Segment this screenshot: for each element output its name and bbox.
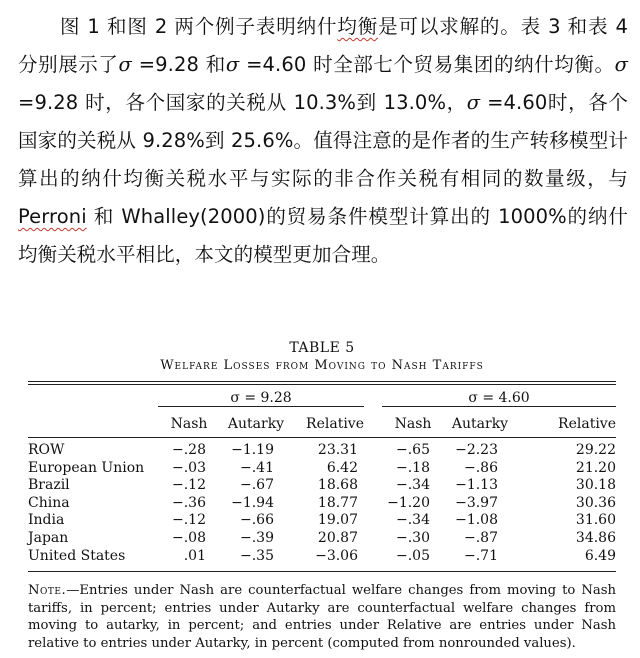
table-row: [28, 512, 616, 530]
table-cell: −.35: [240, 547, 274, 564]
text-run: =4.60: [480, 91, 548, 114]
table-cell: −.41: [240, 459, 274, 476]
text-run: 均衡。: [554, 53, 615, 76]
top-rule: [28, 381, 616, 382]
text-run: =9.28 时，各个国家的关税从 10.3%到 13.0%，: [18, 91, 467, 114]
table-cell: 21.20: [575, 459, 616, 476]
table-cell: −1.13: [455, 477, 498, 494]
table-cell: −1.19: [231, 442, 274, 458]
row-label: Brazil: [28, 477, 70, 494]
row-label: India: [28, 512, 65, 529]
sigma-symbol: σ: [614, 53, 628, 76]
text-run: =4.60 时全部七个贸易集团的纳什: [239, 53, 555, 76]
welfare-table: [28, 385, 616, 572]
group-sigma-928: σ = 9.28: [158, 390, 364, 407]
table-cell: −.36: [172, 494, 206, 511]
table-cell: 34.86: [575, 529, 616, 546]
table-subtitle: Welfare Losses from Moving to Nash Tariffs: [160, 358, 484, 373]
table-cell: −.30: [396, 529, 430, 546]
row-label: European Union: [28, 459, 145, 476]
note-label: Note.: [28, 583, 67, 599]
table-row: [28, 548, 616, 566]
text-run: =9.28 和: [131, 53, 226, 76]
text-run: 时，各个国家的关税从 9.28%到 25.6%。值得注意的是作者的生产转移模型计算出的纳什均衡关税水平与实际的非合作关税有相同的数量级，与: [18, 91, 628, 190]
table-row: [28, 477, 616, 495]
text-run: 图 1 和图 2 两个例子表明纳什: [60, 15, 338, 38]
table-cell: 30.36: [575, 494, 616, 511]
table-cell: −.65: [396, 442, 430, 458]
table-note: [28, 582, 616, 652]
col-header: Autarky: [451, 416, 509, 432]
table-cell: −.18: [396, 459, 430, 476]
table-cell: −.34: [396, 512, 430, 529]
row-label: United States: [28, 547, 126, 564]
col-header: Relative: [558, 416, 616, 432]
col-header: Nash: [170, 416, 208, 432]
table-5: [28, 340, 616, 652]
row-label: China: [28, 494, 70, 511]
table-row: [28, 530, 616, 548]
table-cell: 6.49: [584, 547, 616, 564]
text-run: 表 4 分别展示了: [18, 15, 629, 76]
table-cell: 31.60: [575, 512, 616, 529]
table-cell: −1.94: [231, 494, 274, 511]
row-label: ROW: [28, 442, 65, 458]
table-title: TABLE 5: [289, 340, 355, 356]
table-cell: 18.77: [317, 494, 358, 511]
table-cell: 29.22: [575, 442, 616, 458]
table-cell: 6.42: [326, 459, 358, 476]
table-cell: 18.68: [317, 477, 358, 494]
table-cell: −.87: [464, 529, 498, 546]
sigma-symbol: σ: [225, 53, 240, 76]
table-cell: −.86: [464, 459, 498, 476]
col-header: Relative: [306, 416, 364, 432]
table-cell: −.34: [396, 477, 430, 494]
table-cell: −.67: [240, 477, 274, 494]
table-cell: −.66: [240, 512, 274, 529]
table-cell: −.12: [172, 477, 206, 494]
table-cell: −.08: [172, 529, 206, 546]
note-text: —Entries under Nash are counterfactual welfare changes from moving to Nash tariffs, in percent; entries under Autarky are counterfactual welfare changes from moving to autarky, in percent; and entries under Relative are entries under Nash relative to entries under Autarky, in percent (computed from nonrounded values).: [28, 583, 616, 651]
table-cell: 30.18: [575, 477, 616, 494]
col-header: Nash: [394, 416, 432, 432]
table-cell: 23.31: [317, 442, 358, 458]
table-cell: 19.07: [317, 512, 358, 529]
table-cell: −3.06: [315, 547, 358, 564]
col-header: Autarky: [227, 416, 285, 432]
table-cell: −.39: [240, 529, 274, 546]
table-cell: −.71: [464, 547, 498, 564]
group-sigma-460: σ = 4.60: [382, 390, 616, 407]
sigma-symbol: σ: [118, 53, 132, 76]
group-header-row: [28, 385, 616, 411]
table-row: [28, 495, 616, 513]
table-cell: −3.97: [455, 494, 498, 511]
spellcheck-word: 均衡: [337, 15, 379, 38]
table-cell: −.28: [172, 442, 206, 458]
table-cell: .01: [183, 547, 206, 564]
spellcheck-word: Perroni: [18, 205, 87, 228]
column-header-row: [28, 411, 616, 438]
table-row: [28, 460, 616, 478]
table-cell: −1.08: [455, 512, 498, 529]
table-cell: −.03: [172, 459, 206, 476]
text-run: 是可以求解的。表 3 和: [378, 15, 589, 38]
table-cell: −2.23: [455, 442, 498, 458]
table-row: [28, 442, 616, 460]
table-cell: −.12: [172, 512, 206, 529]
table-cell: −.05: [396, 547, 430, 564]
text-run: 和 Whalley(2000)的贸易条件模型计算出的 1000%的纳什均衡关税水平相比，本文的模型更加合理。: [18, 205, 628, 266]
table-cell: −1.20: [387, 494, 430, 511]
table-cell: 20.87: [317, 529, 358, 546]
row-label: Japan: [28, 529, 69, 546]
sigma-symbol: σ: [466, 91, 481, 114]
body-paragraph: [18, 8, 628, 274]
